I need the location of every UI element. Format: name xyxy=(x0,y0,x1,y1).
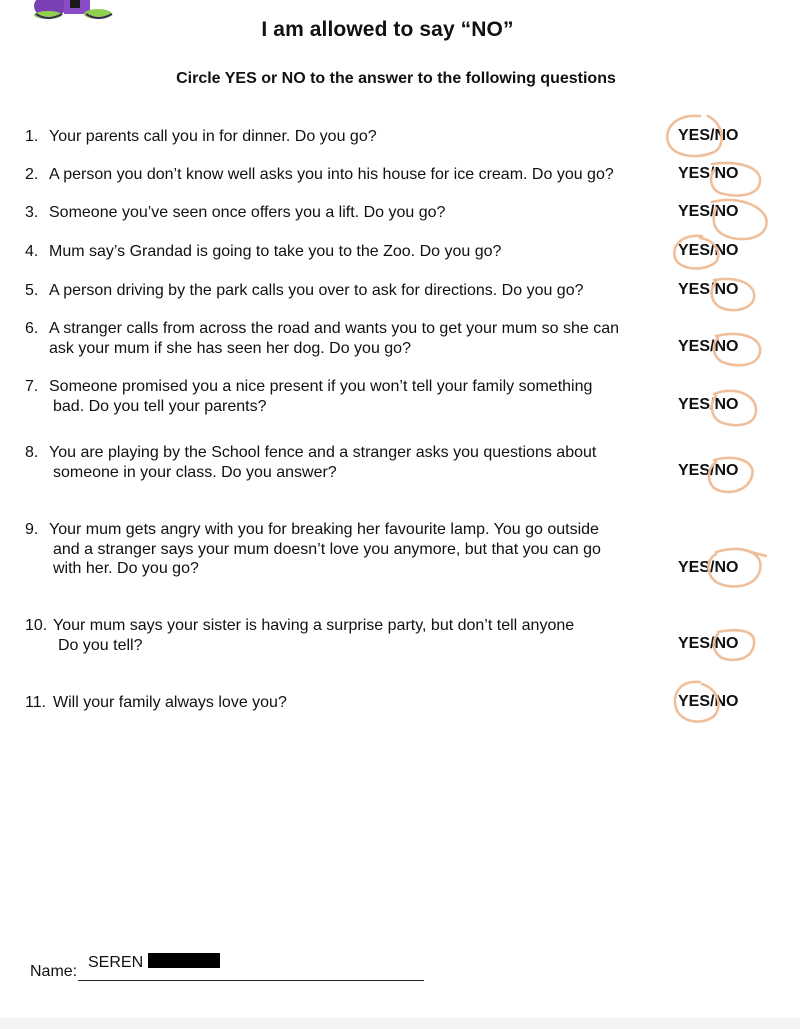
worksheet-instructions: Circle YES or NO to the answer to the following questions xyxy=(176,70,616,87)
answer-yes-no-11[interactable]: YES/NO xyxy=(678,693,739,710)
question-text-continued: Do you tell? xyxy=(58,636,143,654)
question-number: 8. xyxy=(25,444,39,461)
question-text-continued: and a stranger says your mum doesn’t love you anymore, but that you can go xyxy=(53,540,601,558)
answer-yes-no-1[interactable]: YES/NO xyxy=(678,127,739,144)
answer-yes-no-7[interactable]: YES/NO xyxy=(678,396,739,413)
answer-yes-no-2[interactable]: YES/NO xyxy=(678,165,739,182)
worksheet-title: I am allowed to say “NO” xyxy=(261,18,514,41)
question-text: Your parents call you in for dinner. Do you go? xyxy=(49,128,377,145)
answer-yes-no-10[interactable]: YES/NO xyxy=(678,635,739,652)
question-number: 1. xyxy=(25,128,39,145)
answer-yes-no-9[interactable]: YES/NO xyxy=(678,559,739,576)
name-value[interactable]: SEREN xyxy=(88,954,144,971)
question-text-continued: with her. Do you go? xyxy=(53,560,199,577)
question-text-continued: bad. Do you tell your parents? xyxy=(53,397,267,415)
question-text: A person you don’t know well asks you into his house for ice cream. Do you go? xyxy=(49,166,614,183)
question-number: 4. xyxy=(25,243,39,260)
question-text: A stranger calls from across the road and wants you to get your mum so she can xyxy=(49,320,620,337)
question-text: Your mum gets angry with you for breaking her favourite lamp. You go outside xyxy=(49,521,599,538)
question-number: 7. xyxy=(25,378,39,395)
question-number: 6. xyxy=(25,320,39,337)
answer-yes-no-3[interactable]: YES/NO xyxy=(678,203,739,220)
question-number: 5. xyxy=(25,282,39,299)
answer-yes-no-6[interactable]: YES/NO xyxy=(678,338,739,355)
question-number: 11. xyxy=(25,694,47,711)
question-number: 9. xyxy=(25,521,39,538)
name-label: Name: xyxy=(30,963,78,980)
answer-yes-no-8[interactable]: YES/NO xyxy=(678,462,739,479)
question-text-continued: someone in your class. Do you answer? xyxy=(53,463,337,481)
question-number: 3. xyxy=(25,204,39,221)
question-text: Your mum says your sister is having a surprise party, but don’t tell anyone xyxy=(53,617,575,634)
redaction-box xyxy=(148,953,220,968)
question-text: You are playing by the School fence and a stranger asks you questions about xyxy=(49,444,597,461)
answer-yes-no-4[interactable]: YES/NO xyxy=(678,242,739,259)
question-text: Someone promised you a nice present if you won’t tell your family something xyxy=(49,378,593,395)
question-text: Mum say’s Grandad is going to take you to the Zoo. Do you go? xyxy=(49,243,502,260)
question-number: 10. xyxy=(25,617,48,634)
answer-yes-no-5[interactable]: YES/NO xyxy=(678,281,739,298)
question-text: Someone you’ve seen once offers you a lift. Do you go? xyxy=(49,204,446,221)
page-bottom-edge xyxy=(0,1018,800,1029)
question-text-continued: ask your mum if she has seen her dog. Do you go? xyxy=(49,339,411,357)
question-number: 2. xyxy=(25,166,39,183)
question-text: A person driving by the park calls you over to ask for directions. Do you go? xyxy=(49,282,584,299)
name-underline xyxy=(78,980,424,981)
question-text: Will your family always love you? xyxy=(53,694,287,711)
